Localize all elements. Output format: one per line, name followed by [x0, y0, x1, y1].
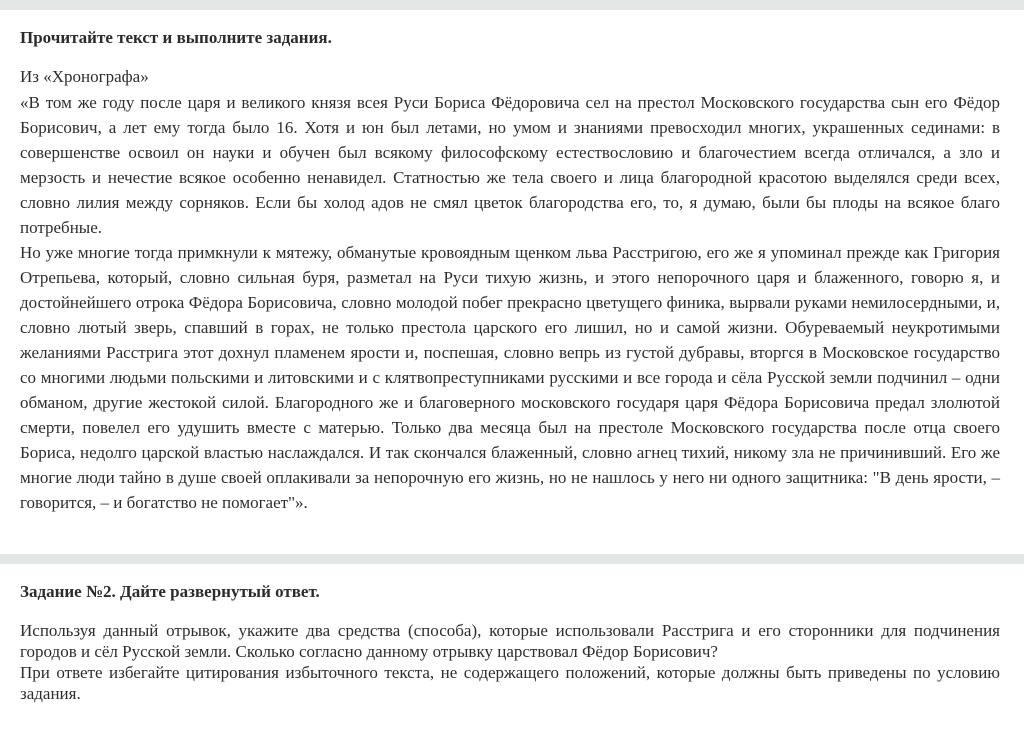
source-title: Из «Хронографа»	[20, 67, 149, 86]
task-heading: Задание №2. Дайте развернутый ответ.	[20, 582, 320, 601]
task-instruction: При ответе избегайте цитирования избыточного текста, не содержащего положений, которые должны быть приведены по условию задания.	[20, 663, 1000, 703]
passage-paragraph: Но уже многие тогда примкнули к мятежу, обманутые кровоядным щенком льва Расстригою, его же я упоминал прежде как Григория Отрепьева, который, словно сильная буря, разметал на Руси тихую жизнь, и этого непорочного царя и блаженного, говорю я, и достойнейшего отрока Фёдора Борисовича, словно молодой побег прекрасно цветущего финика, вырвали руками немилосердными, и, словно лютый зверь, спавший в горах, не только престола царского его лишил, но и самой жизни. Обуреваемый неукротимыми желаниями Расстрига этот дохнул пламенем ярости и, поспешая, словно вепрь из густой дубравы, вторгся в Московское государство со многими людьми польскими и литовскими и с клятвопреступниками русскими и все города и сёла Русской земли подчинил – одни обманом, другие жестокой силой. Благородного же и благоверного московского государя царя Фёдора Борисовича предал злолютой смерти, повелел его удушить вместе с матерью. Только два месяца был на престоле Московского государства после отца своего Бориса, недолго царской властью наслаждался. И так скончался блаженный, словно агнец тихий, никому зла не причинивший. Его же многие люди тайно в душе своей оплакивали за непорочную его жизнь, но не нашлось у него ни одного защитника: "В день ярости, – говорится, – и богатство не помогает"».	[20, 243, 1000, 512]
reading-panel	[0, 10, 1024, 554]
passage-paragraph: «В том же году после царя и великого князя всея Руси Бориса Фёдоровича сел на престол Московского государства сын его Фёдор Борисович, а лет ему тогда было 16. Хотя и юн был летами, но умом и знаниями превосходил многих, украшенных сединами: в совершенстве освоил он науки и обучен был всякому философскому естествословию и благочестием всегда отличался, а зло и мерзость и нечестие всякое особенно ненавидел. Статностью же тела своего и лица благородной красотою выделялся среди всех, словно лилия между сорняков. Если бы холод адов не смял цветок благородства его, то, я думаю, были бы плоды на всякое благо потребные.	[20, 93, 1000, 237]
passage-text	[20, 90, 1000, 515]
reading-heading: Прочитайте текст и выполните задания.	[20, 28, 332, 47]
task-panel	[0, 564, 1024, 737]
task-text	[20, 620, 1000, 704]
task-question: Используя данный отрывок, укажите два средства (способа), которые использовали Расстрига и его сторонники для подчинения городов и сёл Русской земли. Сколько согласно данному отрывку царствовал Фёдор Борисович?	[20, 621, 1000, 661]
